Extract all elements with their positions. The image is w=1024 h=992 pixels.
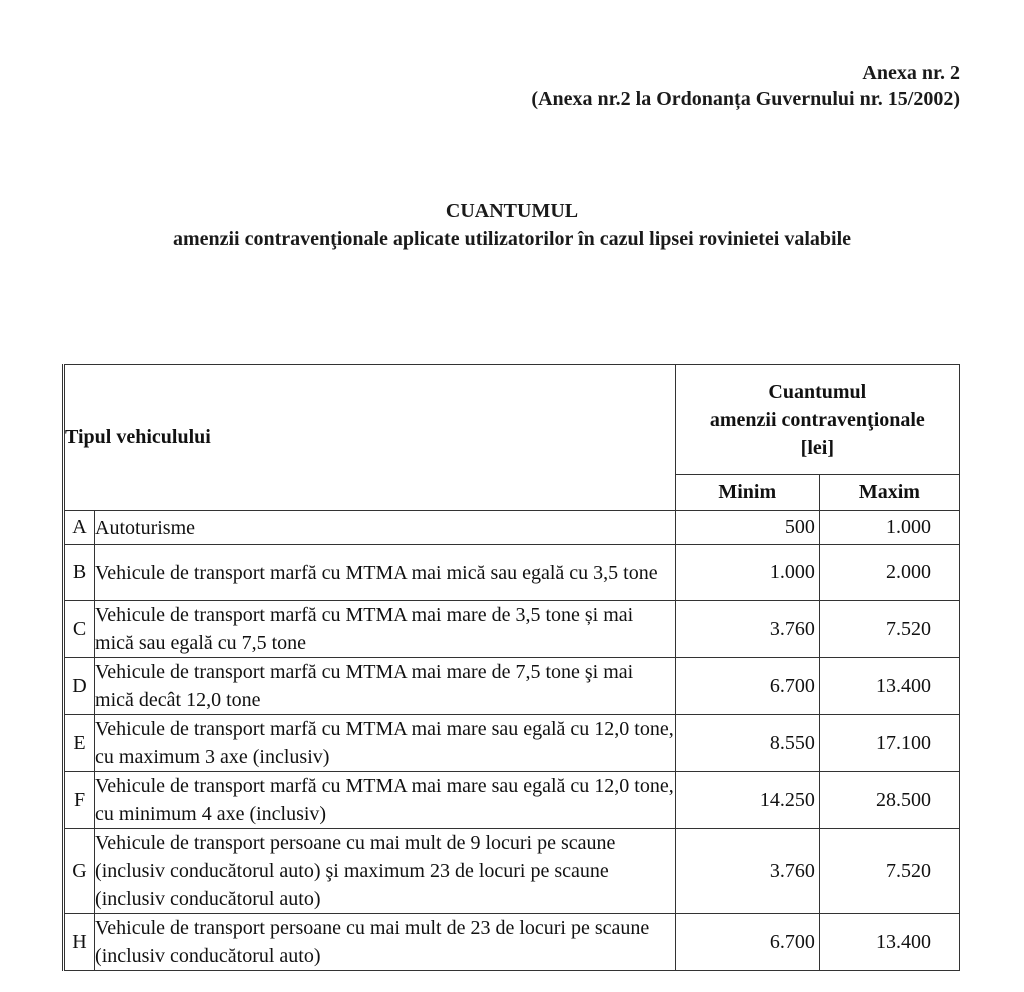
title-subtitle: amenzii contravenţionale aplicate utilizatorilor în cazul lipsei rovinietei valabile (172, 228, 852, 250)
row-vehicle-description: Autoturisme (95, 511, 676, 545)
fine-amount-header-line2: amenzii contravenţionale (709, 408, 925, 431)
row-vehicle-description: Vehicule de transport marfă cu MTMA mai mare sau egală cu 12,0 tone, cu maximum 3 axe (inclusiv) (95, 715, 676, 772)
row-fine-maximum: 17.100 (819, 715, 959, 772)
row-fine-minimum: 500 (675, 511, 819, 545)
row-category-letter: C (64, 601, 95, 658)
row-vehicle-description: Vehicule de transport persoane cu mai mult de 23 de locuri pe scaune (inclusiv conducătorul auto) (95, 914, 676, 971)
row-vehicle-description: Vehicule de transport marfă cu MTMA mai mare de 3,5 tone și mai mică sau egală cu 7,5 tone (95, 601, 676, 658)
table-row (64, 772, 960, 829)
fine-amount-header-unit: [lei] (800, 436, 834, 459)
row-fine-maximum: 7.520 (819, 601, 959, 658)
title-main: CUANTUMUL (445, 200, 579, 222)
table-row (64, 511, 960, 545)
table-row (64, 601, 960, 658)
column-header-fine-amount (675, 365, 959, 475)
row-fine-minimum: 14.250 (675, 772, 819, 829)
row-fine-maximum: 7.520 (819, 829, 959, 914)
row-fine-minimum: 6.700 (675, 658, 819, 715)
document-title (0, 197, 1024, 253)
row-vehicle-description: Vehicule de transport marfă cu MTMA mai mare de 7,5 tone şi mai mică decât 12,0 tone (95, 658, 676, 715)
row-fine-maximum: 13.400 (819, 914, 959, 971)
annex-reference (531, 60, 960, 112)
table-row (64, 545, 960, 601)
row-vehicle-description: Vehicule de transport persoane cu mai mult de 9 locuri pe scaune (inclusiv conducătorul auto) şi maximum 23 de locuri pe scaune (inclusiv conducătorul auto) (95, 829, 676, 914)
row-fine-minimum: 1.000 (675, 545, 819, 601)
row-category-letter: E (64, 715, 95, 772)
row-fine-minimum: 6.700 (675, 914, 819, 971)
row-category-letter: G (64, 829, 95, 914)
row-vehicle-description: Vehicule de transport marfă cu MTMA mai mică sau egală cu 3,5 tone (95, 545, 676, 601)
table-row (64, 829, 960, 914)
row-fine-maximum: 1.000 (819, 511, 959, 545)
column-header-vehicle-type: Tipul vehiculului (64, 365, 676, 511)
row-fine-maximum: 28.500 (819, 772, 959, 829)
row-vehicle-description: Vehicule de transport marfă cu MTMA mai mare sau egală cu 12,0 tone, cu minimum 4 axe (inclusiv) (95, 772, 676, 829)
annex-number: Anexa nr. 2 (862, 62, 960, 84)
row-category-letter: D (64, 658, 95, 715)
row-fine-maximum: 13.400 (819, 658, 959, 715)
table-row (64, 715, 960, 772)
row-category-letter: B (64, 545, 95, 601)
column-header-maximum: Maxim (819, 475, 959, 511)
column-header-minimum: Minim (675, 475, 819, 511)
table-row (64, 914, 960, 971)
row-category-letter: A (64, 511, 95, 545)
row-fine-minimum: 8.550 (675, 715, 819, 772)
row-fine-minimum: 3.760 (675, 601, 819, 658)
row-fine-minimum: 3.760 (675, 829, 819, 914)
row-fine-maximum: 2.000 (819, 545, 959, 601)
fines-table (62, 364, 960, 971)
row-category-letter: H (64, 914, 95, 971)
fine-amount-header-line1: Cuantumul (768, 380, 867, 403)
table-row (64, 658, 960, 715)
annex-ordinance-reference: (Anexa nr.2 la Ordonanța Guvernului nr. 15/2002) (531, 88, 960, 110)
row-category-letter: F (64, 772, 95, 829)
